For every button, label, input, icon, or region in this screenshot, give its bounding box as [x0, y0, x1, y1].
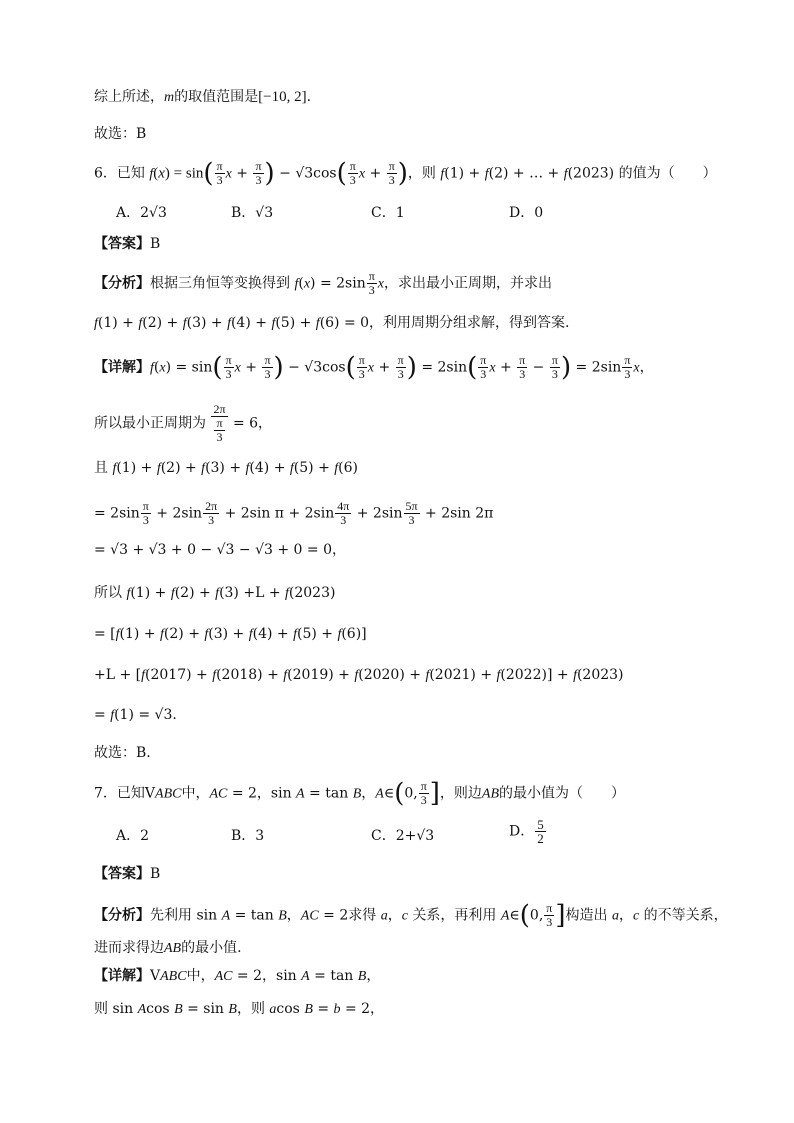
q6-option-d: D．0	[509, 205, 544, 221]
q6-sum-2: = 2sin $\frac{\pi}{3}$ + 2sin $\frac{2\pi}{3}$ + 2sin π + 2sin $\frac{4\pi}{3}$ + 2sin $\frac{5\pi}{3}$ + 2sin 2π	[94, 499, 494, 527]
q6-total-1: 所以 f(1) + f(2) + f(3) +L + f(2023)	[94, 585, 336, 601]
q6-sum-1: 且 f(1) + f(2) + f(3) + f(4) + f(5) + f(6)	[94, 460, 358, 476]
q6-total-2: = [f(1) + f(2) + f(3) + f(4) + f(5) + f(6)]	[94, 626, 367, 642]
q6-sum-3: = √3 + √3 + 0 − √3 − √3 + 0 = 0，	[94, 542, 346, 558]
q7-last: 则 sin Acos B = sin B，则 acos B = b = 2，	[94, 1001, 385, 1017]
summary-line: 综上所述，m的取值范围是[−10, 2].	[94, 89, 312, 105]
q6-answer: 【答案】B	[94, 236, 161, 252]
q6-detail: 【详解】f(x) = sin( $\frac{\pi}{3}$ x + $\frac{\pi}{3}$ ) − √3cos( $\frac{\pi}{3}$ x + $\frac{\pi}{3}$ ) = 2sin( $\frac{\pi}{3}$ x + $\frac{\pi}{3}$ − $\frac{\pi}{3}$ ) = 2sin $\frac{\pi}{3}$ x，	[94, 352, 654, 383]
q6-analysis-1: 【分析】根据三角恒等变换得到 f(x) = 2sin $\frac{\pi}{3}$ x，求出最小正周期，并求出	[94, 269, 552, 297]
q6-option-a: A．2√3	[116, 205, 167, 221]
q7-option-b: B．3	[231, 828, 265, 844]
q6-period: 所以最小正周期为 $\frac{2\pi}{\frac{\pi}{3}}$ = 6，	[94, 402, 273, 444]
q7-option-a: A．2	[116, 828, 150, 844]
q7-analysis-2: 进而求得边AB的最小值.	[94, 940, 242, 956]
question-6-stem: 6．已知 f(x) = sin( $\frac{\pi}{3}$ x + $\frac{\pi}{3}$ ) − √3cos( $\frac{\pi}{3}$ x + $\frac{\pi}{3}$ )，则 f(1) + f(2) + … + f(2023) 的值为（ ）	[94, 158, 717, 189]
q6-total-3: +L + [f(2017) + f(2018) + f(2019) + f(2020) + f(2021) + f(2022)] + f(2023)	[94, 667, 624, 683]
q7-analysis-1: 【分析】先利用 sin A = tan B，AC = 2求得 a，c 关系，再利用 A∈(0, $\frac{\pi}{3}$ ]构造出 a，c 的不等关系，	[94, 900, 728, 931]
choice-line-6: 故选：B.	[94, 745, 151, 761]
q7-detail: 【详解】VABC中，AC = 2，sin A = tan B，	[94, 968, 381, 984]
q6-option-b: B．√3	[231, 205, 274, 221]
q7-option-d: D． $\frac{5}{2}$	[509, 817, 544, 846]
q7-option-c: C．2+√3	[371, 828, 435, 844]
q7-answer: 【答案】B	[94, 866, 161, 882]
choice-line-5: 故选：B	[94, 126, 147, 142]
q6-option-c: C．1	[371, 205, 405, 221]
q6-analysis-2: f(1) + f(2) + f(3) + f(4) + f(5) + f(6) = 0，利用周期分组求解，得到答案.	[94, 315, 570, 331]
q6-total-4: = f(1) = √3.	[94, 707, 177, 723]
question-7-stem: 7．已知VABC中，AC = 2，sin A = tan B，A∈(0, $\frac{\pi}{3}$ ]，则边AB的最小值为（ ）	[94, 778, 626, 809]
